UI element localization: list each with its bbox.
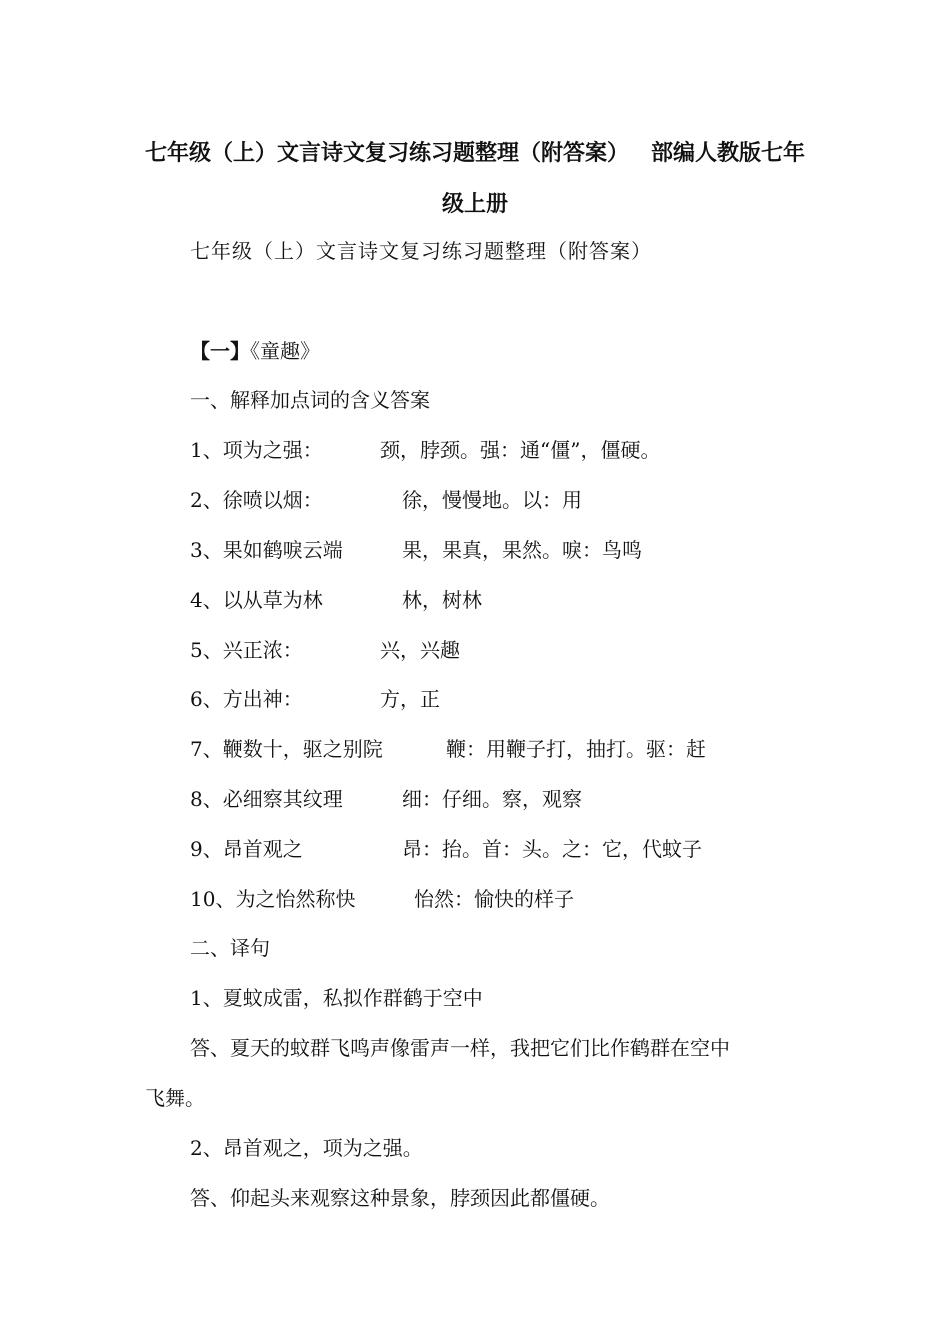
- vocab-answer: 怡然：愉快的样子: [414, 887, 574, 911]
- title-main-part: 七年级（上）文言诗文复习练习题整理（附答案）: [144, 141, 629, 166]
- vocab-item: [190, 437, 810, 463]
- vocab-answer: 颈，脖颈。强：通“僵”，僵硬。: [380, 438, 661, 462]
- vocab-answer: 方，正: [380, 687, 440, 711]
- document-subtitle: 七年级（上）文言诗文复习练习题整理（附答案）: [190, 239, 652, 263]
- title-edition-part: 部编人教版七年: [651, 141, 806, 166]
- vocab-item: [190, 686, 810, 712]
- vocab-answer: 昂：抬。首：头。之：它，代蚊子: [402, 837, 702, 861]
- vocab-answer: 林，树林: [402, 588, 482, 612]
- vocab-answer: 兴，兴趣: [380, 638, 460, 662]
- vocab-answer: 细：仔细。察，观察: [402, 787, 582, 811]
- translation-answer-2: 答、仰起头来观察这种景象，脖颈因此都僵硬。: [190, 1186, 610, 1210]
- vocab-item: [190, 836, 810, 862]
- translation-question-2: 2、昂首观之，项为之强。: [190, 1136, 423, 1160]
- vocab-term: 7、鞭数十，驱之别院: [190, 737, 383, 761]
- vocab-term: 5、兴正浓：: [190, 638, 303, 662]
- document-title-line-1: [140, 136, 810, 167]
- document-title-line-2: 级上册: [441, 192, 508, 217]
- vocab-term: 8、必细察其纹理: [190, 787, 343, 811]
- vocab-item: [190, 736, 810, 762]
- vocab-term: 9、昂首观之: [190, 837, 303, 861]
- vocab-term: 10、为之怡然称快: [190, 887, 356, 911]
- part2-heading: 二、译句: [190, 936, 270, 960]
- translation-question-1: 1、夏蚊成雷，私拟作群鹤于空中: [190, 986, 483, 1010]
- vocab-term: 2、徐喷以烟：: [190, 488, 323, 512]
- vocab-item: [190, 637, 810, 663]
- section-name: 《童趣》: [250, 339, 320, 363]
- vocab-term: 6、方出神：: [190, 687, 303, 711]
- translation-answer-1-line-1: 答、夏天的蚊群飞鸣声像雷声一样，我把它们比作鹤群在空中: [190, 1036, 730, 1060]
- vocab-term: 1、项为之强：: [190, 438, 323, 462]
- vocab-answer: 果，果真，果然。唳：鸟鸣: [402, 538, 642, 562]
- vocab-item: [190, 886, 810, 912]
- vocab-term: 4、以从草为林: [190, 588, 323, 612]
- vocab-item: [190, 587, 810, 613]
- section-label: 【一】: [190, 339, 250, 363]
- vocab-item: [190, 786, 810, 812]
- vocab-item: [190, 487, 810, 513]
- translation-answer-1-line-2: 飞舞。: [145, 1086, 205, 1110]
- section-heading: [190, 338, 320, 364]
- vocab-item: [190, 537, 810, 563]
- vocab-answer: 鞭：用鞭子打，抽打。驱：赶: [446, 737, 706, 761]
- vocab-term: 3、果如鹤唳云端: [190, 538, 343, 562]
- part1-heading: 一、解释加点词的含义答案: [190, 388, 430, 412]
- vocab-answer: 徐，慢慢地。以：用: [402, 488, 582, 512]
